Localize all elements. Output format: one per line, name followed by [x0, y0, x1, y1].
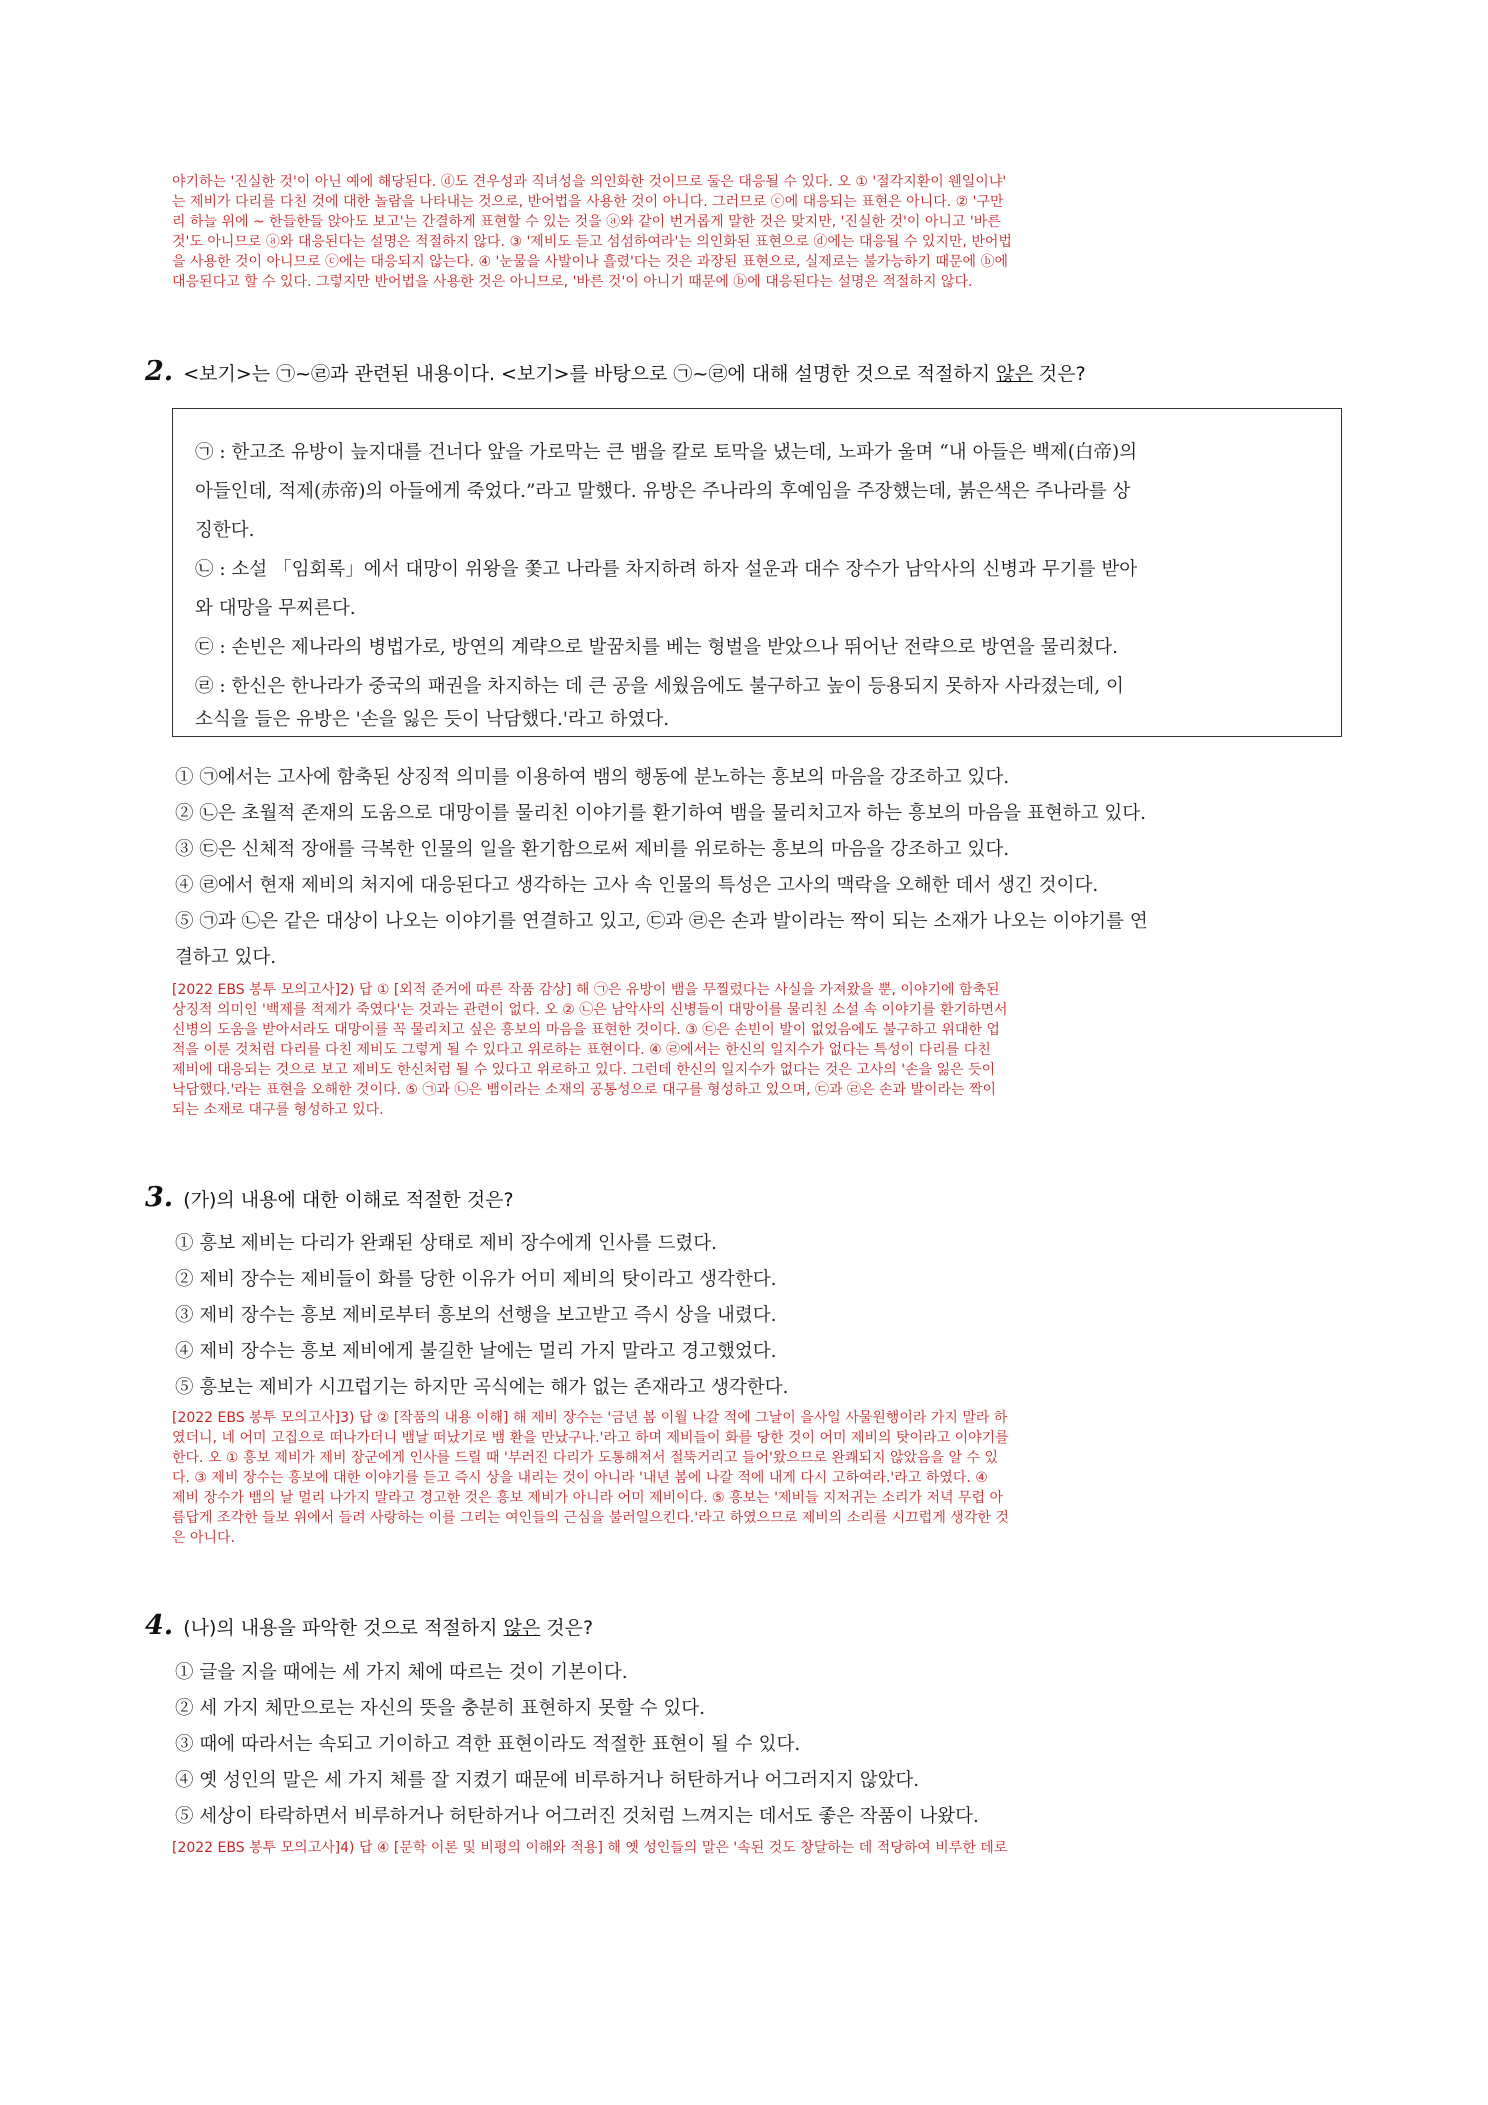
explanation-line: 적을 이룬 것처럼 다리를 다친 제비도 그렇게 될 수 있다고 위로하는 표현이다. ④ ㉣에서는 한신의 일지수가 없다는 특성이 다리를 다친 — [172, 1042, 991, 1058]
box-line: ㉠ : 한고조 유방이 늪지대를 건너다 앞을 가로막는 큰 뱀을 칼로 토막을 냈는데, 노파가 울며 “내 아들은 백제(白帝)의 — [195, 442, 1138, 463]
answer-option[interactable]: ② ㉡은 초월적 존재의 도움으로 대망이를 물리친 이야기를 환기하여 뱀을 물리치고자 하는 흥보의 마음을 표현하고 있다. — [175, 803, 1147, 824]
question-4-explanation — [172, 1838, 1342, 1858]
stem-text: (가)의 내용에 대한 이해로 적절한 것은? — [183, 1189, 514, 1211]
top-explanation — [172, 172, 1342, 292]
explanation-line: [2022 EBS 봉투 모의고사]4) 답 ④ [문학 이론 및 비평의 이해와 적용] 해 옛 성인들의 말은 '속된 것도 창달하는 데 적당하여 비루한 데로 — [172, 1840, 1008, 1856]
box-line: 와 대망을 무찌른다. — [195, 598, 356, 619]
answer-option[interactable]: ④ 옛 성인의 말은 세 가지 체를 잘 지켰기 때문에 비루하거나 허탄하거나 어그러지지 않았다. — [175, 1770, 920, 1791]
answer-option[interactable]: ① 글을 지을 때에는 세 가지 체에 따르는 것이 기본이다. — [175, 1662, 628, 1683]
explanation-line: 름답게 조각한 들보 위에서 들려 사랑하는 이를 그리는 여인들의 근심을 불러일으킨다.'라고 하였으므로 제비의 소리를 시끄럽게 생각한 것 — [172, 1510, 1009, 1526]
box-line: ㉢ : 손빈은 제나라의 병법가로, 방연의 계략으로 발꿈치를 베는 형벌을 받았으나 뛰어난 전략으로 방연을 물리쳤다. — [195, 637, 1119, 658]
stem-underlined-word: 않은 — [996, 363, 1033, 385]
explanation-line: 다. ③ 제비 장수는 흥보에 대한 이야기를 듣고 즉시 상을 내리는 것이 아니라 '내년 봄에 나갈 적에 내게 다시 고하여라.'라고 하였다. ④ — [172, 1470, 988, 1486]
stem-underlined-word: 않은 — [503, 1617, 541, 1639]
explanation-line: 는 제비가 다리를 다친 것에 대한 놀람을 나타내는 것으로, 반어법을 사용한 것이 아니다. 그러므로 ⓒ에 대응되는 표현은 아니다. ② '구만 — [172, 194, 1004, 210]
explanation-line: 낙담했다.'라는 표현을 오해한 것이다. ⑤ ㉠과 ㉡은 뱀이라는 소재의 공통성으로 대구를 형성하고 있으며, ㉢과 ㉣은 손과 발이라는 짝이 — [172, 1082, 997, 1098]
explanation-line: 은 아니다. — [172, 1530, 235, 1546]
answer-option[interactable]: ② 제비 장수는 제비들이 화를 당한 이유가 어미 제비의 탓이라고 생각한다. — [175, 1269, 777, 1290]
box-line: 아들인데, 적제(赤帝)의 아들에게 죽었다.”라고 말했다. 유방은 주나라의 후예임을 주장했는데, 붉은색은 주나라를 상 — [195, 481, 1131, 502]
question-number: 2. — [145, 356, 174, 387]
answer-option[interactable]: ① ㉠에서는 고사에 함축된 상징적 의미를 이용하여 뱀의 행동에 분노하는 흥보의 마음을 강조하고 있다. — [175, 767, 1010, 788]
explanation-line: 제비 장수가 뱀의 날 멀리 나가지 말라고 경고한 것은 흥보 제비가 아니라 어미 제비이다. ⑤ 흥보는 '제비들 지저귀는 소리가 저녁 무렵 아 — [172, 1490, 1004, 1506]
box-line: 소식을 들은 유방은 '손을 잃은 듯이 낙담했다.'라고 하였다. — [195, 709, 670, 730]
explanation-line: 한다. 오 ① 흥보 제비가 제비 장군에게 인사를 드릴 때 '부러진 다리가 도통해져서 절뚝거리고 들어'왔으므로 완쾌되지 않았음을 알 수 있 — [172, 1450, 999, 1466]
box-line: ㉡ : 소설 「임회록」에서 대망이 위왕을 쫓고 나라를 차지하려 하자 설운과 대수 장수가 남악사의 신병과 무기를 받아 — [195, 559, 1138, 580]
answer-option[interactable]: ③ 때에 따라서는 속되고 기이하고 격한 표현이라도 적절한 표현이 될 수 있다. — [175, 1734, 801, 1755]
explanation-line: 였더니, 네 어미 고집으로 떠나가더니 뱀날 떠났기로 뱀 환을 만났구나.'라고 하며 제비들이 화를 당한 것이 어미 제비의 탓이라고 이야기를 — [172, 1430, 1009, 1446]
question-3-stem — [145, 1183, 514, 1215]
stem-text: 것은? — [540, 1617, 594, 1639]
answer-option-continued: 결하고 있다. — [175, 947, 277, 968]
explanation-line: 야기하는 '진실한 것'이 아닌 예에 해당된다. ⓓ도 견우성과 직녀성을 의인화한 것이므로 둘은 대응될 수 있다. 오 ① '절각지환이 웬일이냐' — [172, 174, 1007, 190]
stem-text: <보기>는 ㉠~㉣과 관련된 내용이다. <보기>를 바탕으로 ㉠~㉣에 대해 설명한 것으로 적절하지 — [183, 363, 997, 385]
answer-option[interactable]: ④ 제비 장수는 흥보 제비에게 불길한 날에는 멀리 가지 말라고 경고했었다. — [175, 1341, 777, 1362]
answer-option[interactable]: ⑤ ㉠과 ㉡은 같은 대상이 나오는 이야기를 연결하고 있고, ㉢과 ㉣은 손과 발이라는 짝이 되는 소재가 나오는 이야기를 연 — [175, 911, 1148, 932]
explanation-line: [2022 EBS 봉투 모의고사]3) 답 ② [작품의 내용 이해] 해 제비 장수는 '금년 봄 이월 나갈 적에 그날이 을사일 사물원행이라 가지 말라 하 — [172, 1410, 1008, 1426]
bogi-box — [172, 408, 1342, 737]
explanation-line: 리 하늘 위에 ~ 한들한들 앉아도 보고'는 간결하게 표현할 수 있는 것을 ⓐ와 같이 번거롭게 말한 것은 맞지만, '진실한 것'이 아니고 '바른 — [172, 214, 1001, 230]
box-line: ㉣ : 한신은 한나라가 중국의 패권을 차지하는 데 큰 공을 세웠음에도 불구하고 높이 등용되지 못하자 사라졌는데, 이 — [195, 676, 1124, 697]
answer-option[interactable]: ④ ㉣에서 현재 제비의 처지에 대응된다고 생각하는 고사 속 인물의 특성은 고사의 맥락을 오해한 데서 생긴 것이다. — [175, 875, 1099, 896]
explanation-line: 을 사용한 것이 아니므로 ⓒ에는 대응되지 않는다. ④ '눈물을 사발이나 흘렸'다는 것은 과장된 표현으로, 실제로는 불가능하기 때문에 ⓑ에 — [172, 254, 1009, 270]
answer-option[interactable]: ⑤ 흥보는 제비가 시끄럽기는 하지만 곡식에는 해가 없는 존재라고 생각한다. — [175, 1377, 789, 1398]
answer-option[interactable]: ⑤ 세상이 타락하면서 비루하거나 허탄하거나 어그러진 것처럼 느껴지는 데서도 좋은 작품이 나왔다. — [175, 1806, 979, 1827]
explanation-line: 대응된다고 할 수 있다. 그렇지만 반어법을 사용한 것은 아니므로, '바른 것'이 아니기 때문에 ⓑ에 대응된다는 설명은 적절하지 않다. — [172, 274, 973, 290]
answer-option[interactable]: ③ ㉢은 신체적 장애를 극복한 인물의 일을 환기함으로써 제비를 위로하는 흥보의 마음을 강조하고 있다. — [175, 839, 1010, 860]
explanation-line: 상징적 의미인 '백제를 적제가 죽였다'는 것과는 관련이 없다. 오 ② ㉡은 남악사의 신병들이 대망이를 물리친 소설 속 이야기를 환기하면서 — [172, 1002, 1008, 1018]
answer-option[interactable]: ③ 제비 장수는 흥보 제비로부터 흥보의 선행을 보고받고 즉시 상을 내렸다. — [175, 1305, 777, 1326]
question-number: 3. — [145, 1182, 174, 1213]
question-2-stem — [145, 357, 1086, 389]
stem-text: (나)의 내용을 파악한 것으로 적절하지 — [183, 1617, 504, 1639]
answer-option[interactable]: ② 세 가지 체만으로는 자신의 뜻을 충분히 표현하지 못할 수 있다. — [175, 1698, 705, 1719]
stem-text: 것은? — [1032, 363, 1086, 385]
answer-option[interactable]: ① 흥보 제비는 다리가 완쾌된 상태로 제비 장수에게 인사를 드렸다. — [175, 1233, 717, 1254]
explanation-line: [2022 EBS 봉투 모의고사]2) 답 ① [외적 준거에 따른 작품 감상] 해 ㉠은 유방이 뱀을 무찔렀다는 사실을 가져왔을 뿐, 이야기에 함축된 — [172, 982, 1000, 998]
explanation-line: 신병의 도움을 받아서라도 대망이를 꼭 물리치고 싶은 흥보의 마음을 표현한 것이다. ③ ㉢은 손빈이 발이 없었음에도 불구하고 위대한 업 — [172, 1022, 1000, 1038]
question-3-explanation — [172, 1408, 1342, 1548]
explanation-line: 것'도 아니므로 ⓐ와 대응된다는 설명은 적절하지 않다. ③ '제비도 듣고 섬섬하여라'는 의인화된 표현으로 ⓓ에는 대응될 수 있지만, 반어법 — [172, 234, 1012, 250]
question-2-explanation — [172, 980, 1342, 1120]
question-4-stem — [145, 1611, 593, 1643]
question-number: 4. — [145, 1610, 174, 1641]
box-line: 징한다. — [195, 520, 255, 541]
explanation-line: 제비에 대응되는 것으로 보고 제비도 한신처럼 될 수 있다고 위로하고 있다. 그런데 한신의 일지수가 없다는 것은 고사의 '손을 잃은 듯이 — [172, 1062, 996, 1078]
explanation-line: 되는 소재로 대구를 형성하고 있다. — [172, 1102, 384, 1118]
